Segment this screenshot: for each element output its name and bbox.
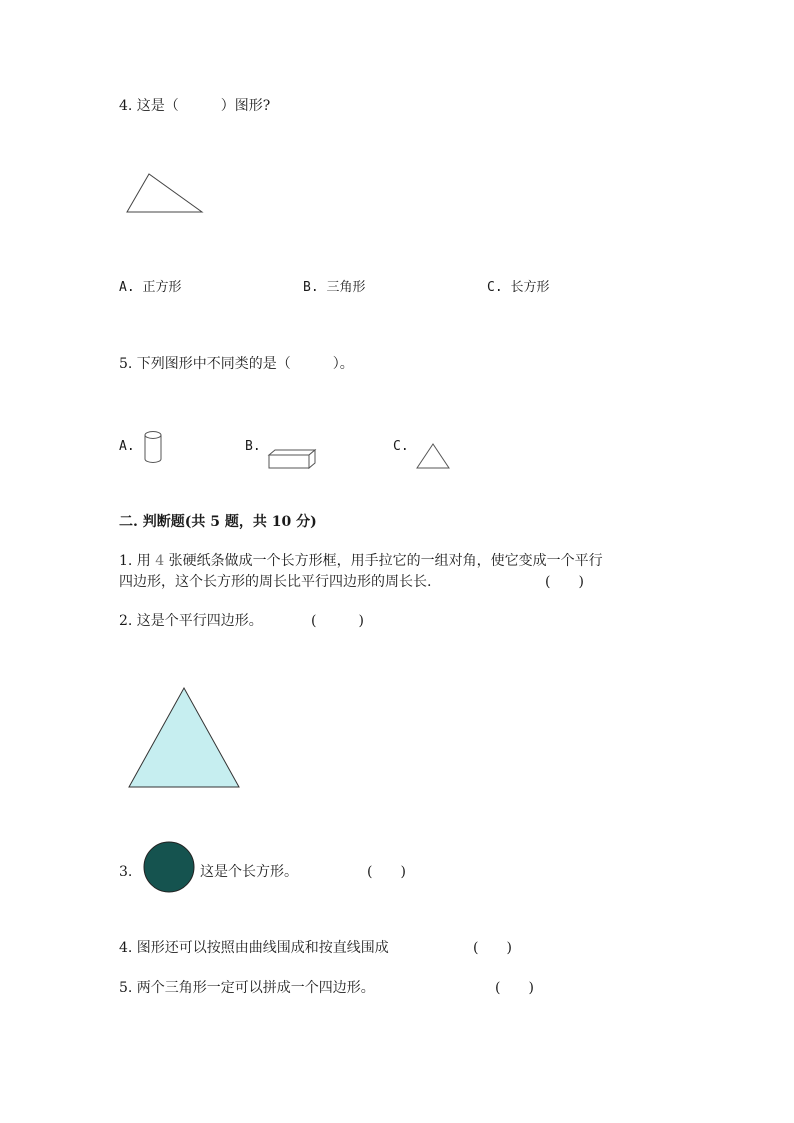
- q4-option-a[interactable]: A. 正方形: [119, 280, 182, 295]
- judge-item-2-text: 2. 这是个平行四边形。: [119, 613, 263, 629]
- q4-option-c[interactable]: C. 长方形: [487, 280, 550, 295]
- obtuse-triangle-figure: [124, 172, 204, 214]
- q4-stem: 4. 这是（ ）图形?: [119, 98, 271, 114]
- small-triangle-figure: [415, 442, 451, 470]
- judge-item-5-answer-paren[interactable]: ( ): [495, 980, 534, 996]
- judge-item-2-answer-paren[interactable]: ( ): [311, 613, 364, 629]
- judge-item-1-pre: 1. 用: [119, 553, 156, 569]
- q5-option-a[interactable]: A.: [119, 439, 135, 454]
- judge-item-1-line2: 四边形，这个长方形的周长比平行四边形的周长长.: [119, 574, 432, 590]
- judge-item-3-answer-paren[interactable]: ( ): [367, 864, 406, 880]
- cyan-triangle-shape: [129, 688, 239, 787]
- judge-item-1-line1: [119, 551, 603, 571]
- cyan-triangle-figure: [127, 686, 241, 790]
- q5-stem: 5. 下列图形中不同类的是（ ）。: [119, 356, 354, 372]
- judge-item-5-text: 5. 两个三角形一定可以拼成一个四边形。: [119, 980, 375, 996]
- judge-item-1-answer-paren[interactable]: ( ): [545, 574, 584, 590]
- section2-heading: 二. 判断题(共 5 题，共 10 分): [119, 514, 317, 530]
- judge-item-1-post: 张硬纸条做成一个长方形框，用手拉它的一组对角，使它变成一个平行: [164, 553, 603, 569]
- judge-item-4-text: 4. 图形还可以按照由曲线围成和按直线围成: [119, 940, 389, 956]
- teal-circle-figure: [142, 840, 196, 894]
- cylinder-figure: [143, 430, 165, 466]
- judge-item-3-number: 3.: [119, 864, 133, 880]
- q5-option-c[interactable]: C.: [393, 439, 409, 454]
- judge-item-1-number: 4: [155, 553, 165, 569]
- obtuse-triangle-shape: [127, 174, 202, 212]
- judge-item-3-text: 这是个长方形。: [200, 864, 298, 880]
- teal-circle-shape: [144, 842, 194, 892]
- q5-option-b[interactable]: B.: [245, 439, 261, 454]
- q4-option-b[interactable]: B. 三角形: [303, 280, 366, 295]
- judge-item-4-answer-paren[interactable]: ( ): [473, 940, 512, 956]
- cuboid-figure: [267, 448, 317, 470]
